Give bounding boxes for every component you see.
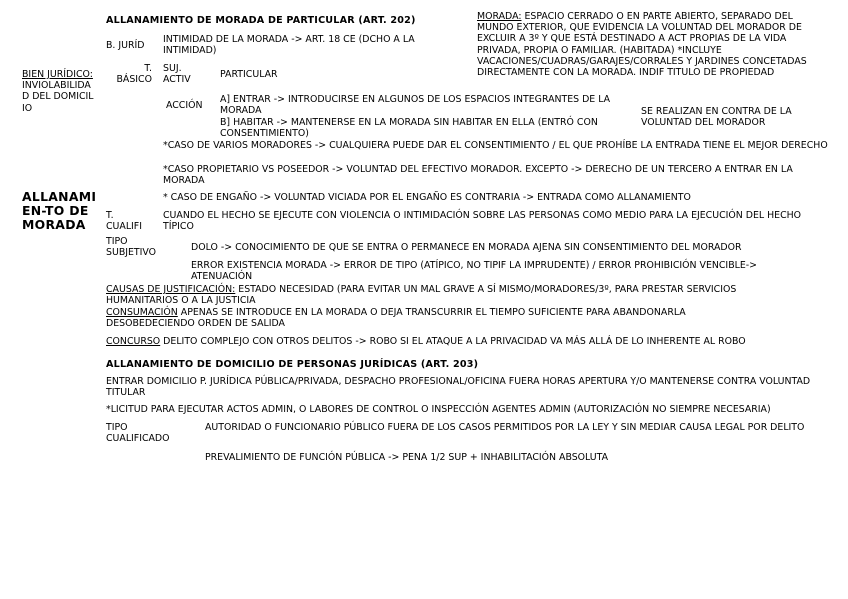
bien-juridico-block [22, 69, 94, 114]
concurso-text: DELITO COMPLEJO CON OTROS DELITOS -> ROBO SI EL ATAQUE A LA PRIVACIDAD VA MÁS ALLÁ DE LO INHERENTE AL ROBO [160, 336, 746, 347]
concurso [106, 336, 826, 347]
t-basico-label-line: BÁSICO [116, 74, 152, 86]
morada-term: MORADA: [477, 11, 522, 22]
accion-a: A] ENTRAR -> INTRODUCIRSE EN ALGUNOS DE LOS ESPACIOS INTEGRANTES DE LA MORADA [220, 94, 611, 117]
t-cualifi-value: CUANDO EL HECHO SE EJECUTE CON VIOLENCIA O INTIMIDACIÓN SOBRE LAS PERSONAS COMO MEDIO PARA LA EJECUCIÓN DEL HECHO TÍPICO [163, 210, 802, 233]
note-propietario-poseedor: *CASO PROPIETARIO VS POSEEDOR -> VOLUNTAD DEL EFECTIVO MORADOR. EXCEPTO -> DERECHO DE UN TERCERO A ENTRAR EN LA MORADA [163, 164, 793, 187]
concurso-term: CONCURSO [106, 336, 161, 347]
accion-b: B] HABITAR -> MANTENERSE EN LA MORADA SIN HABITAR EN ELLA (ENTRÓ CON CONSENTIMIENTO) [220, 117, 598, 140]
morada-text: ESPACIO CERRADO O EN PARTE ABIERTO, SEPARADO DEL MUNDO EXTERIOR, QUE EVIDENCIA LA VOLUNTAD DEL MORADOR DE EXCLUIR A 3º Y QUE ESTÁ DESTINADO A ACT PROPIAS DE LA VIDA PRIVADA, PROPIA O FAMILIAR. (HABITADA) *INCLUYE VACACIONES/CUADRAS/GARAJES/CORRALES Y JARDINES CONCETADAS DIRECTAMENTE CON LA MORADA. INDIF TITULO DE PROPIEDAD [477, 11, 807, 79]
t-basico-label [106, 63, 152, 85]
morada-definition [477, 11, 829, 78]
consumacion-term: CONSUMACIÓN [106, 307, 178, 318]
main-topic-heading [22, 190, 102, 232]
main-topic-line: ALLANAMI [22, 189, 97, 204]
accion-label: ACCIÓN [166, 100, 203, 111]
main-topic-line: EN-TO DE [22, 203, 89, 218]
tipo-cualificado-label [106, 422, 198, 444]
causas-text: ESTADO NECESIDAD (PARA EVITAR UN MAL GRAVE A SÍ MISMO/MORADORES/3º, PARA PRESTAR SERVICIOS HUMANITARIOS O A LA JUSTICIA [106, 284, 737, 307]
t-cualifi-label-line: T. [106, 210, 114, 221]
tipo-cualificado-value1: AUTORIDAD O FUNCIONARIO PÚBLICO FUERA DE LOS CASOS PERMITIDOS POR LA LEY Y SIN MEDIAR CAUSA LEGAL POR DELITO [205, 422, 805, 433]
suj-activ-label: SUJ. ACTIV [163, 63, 191, 86]
bien-juridico-label: BIEN JURÍDICO: [22, 69, 93, 80]
suj-activ-value: PARTICULAR [220, 69, 278, 80]
causas-justificacion [106, 284, 806, 306]
consumacion [106, 307, 746, 329]
dolo-text: DOLO -> CONOCIMIENTO DE QUE SE ENTRA O PERMANECE EN MORADA AJENA SIN CONSENTIMIENTO DEL MORADOR [191, 242, 742, 253]
bien-juridico-value: INVIOLABILIDAD DEL DOMICILIO [22, 80, 94, 114]
consumacion-text: APENAS SE INTRODUCE EN LA MORADA O DEJA TRANSCURRIR EL TIEMPO SUFICIENTE PARA ABANDONARLA DESOBEDECIENDO ORDEN DE SALIDA [106, 307, 686, 330]
note-engano: * CASO DE ENGAÑO -> VOLUNTAD VICIADA POR EL ENGAÑO ES CONTRARIA -> ENTRADA COMO ALLANAMIENTO [163, 192, 691, 203]
main-topic-line: MORADA [22, 217, 86, 232]
b-jurid-label: B. JURÍD [106, 40, 145, 51]
note-varios-moradores: *CASO DE VARIOS MORADORES -> CUALQUIERA PUEDE DAR EL CONSENTIMIENTO / EL QUE PROHÍBE LA ENTRADA TIENE EL MEJOR DERECHO [163, 140, 828, 151]
contra-voluntad-note: SE REALIZAN EN CONTRA DE LA VOLUNTAD DEL MORADOR [641, 106, 792, 129]
t-basico-label-line: T. [144, 63, 152, 74]
causas-term: CAUSAS DE JUSTIFICACIÓN: [106, 284, 236, 295]
section-title: ALLANAMIENTO DE MORADA DE PARTICULAR (ART. 202) [106, 15, 416, 26]
error-text: ERROR EXISTENCIA MORADA -> ERROR DE TIPO (ATÍPICO, NO TIPIF LA IMPRUDENTE) / ERROR PROHIBICIÓN VENCIBLE-> ATENUACIÓN [191, 260, 758, 283]
pj-text-entrar: ENTRAR DOMICILIO P. JURÍDICA PÚBLICA/PRIVADA, DESPACHO PROFESIONAL/OFICINA FUERA HORAS APERTURA Y/O MANTENERSE CONTRA VOLUNTAD TITULAR [106, 376, 811, 399]
b-jurid-value: INTIMIDAD DE LA MORADA -> ART. 18 CE (DCHO A LA INTIMIDAD) [163, 34, 415, 57]
tipo-cualificado-label-line: TIPO [106, 422, 128, 433]
t-cualifi-label [106, 210, 160, 232]
tipo-subjetivo-label-line: SUBJETIVO [106, 247, 157, 259]
tipo-subjetivo-label [106, 236, 186, 258]
t-cualifi-label-line: CUALIFI [106, 221, 142, 233]
pj-text-licitud: *LICITUD PARA EJECUTAR ACTOS ADMIN, O LABORES DE CONTROL O INSPECCIÓN AGENTES ADMIN (AUTORIZACIÓN NO SIEMPRE NECESARIA) [106, 404, 771, 415]
tipo-cualificado-value2: PREVALIMIENTO DE FUNCIÓN PÚBLICA -> PENA 1/2 SUP + INHABILITACIÓN ABSOLUTA [205, 452, 609, 463]
tipo-cualificado-label-line: CUALIFICADO [106, 433, 170, 445]
section-title: ALLANAMIENTO DE DOMICILIO DE PERSONAS JURÍDICAS (ART. 203) [106, 359, 479, 370]
tipo-subjetivo-label-line: TIPO [106, 236, 128, 247]
